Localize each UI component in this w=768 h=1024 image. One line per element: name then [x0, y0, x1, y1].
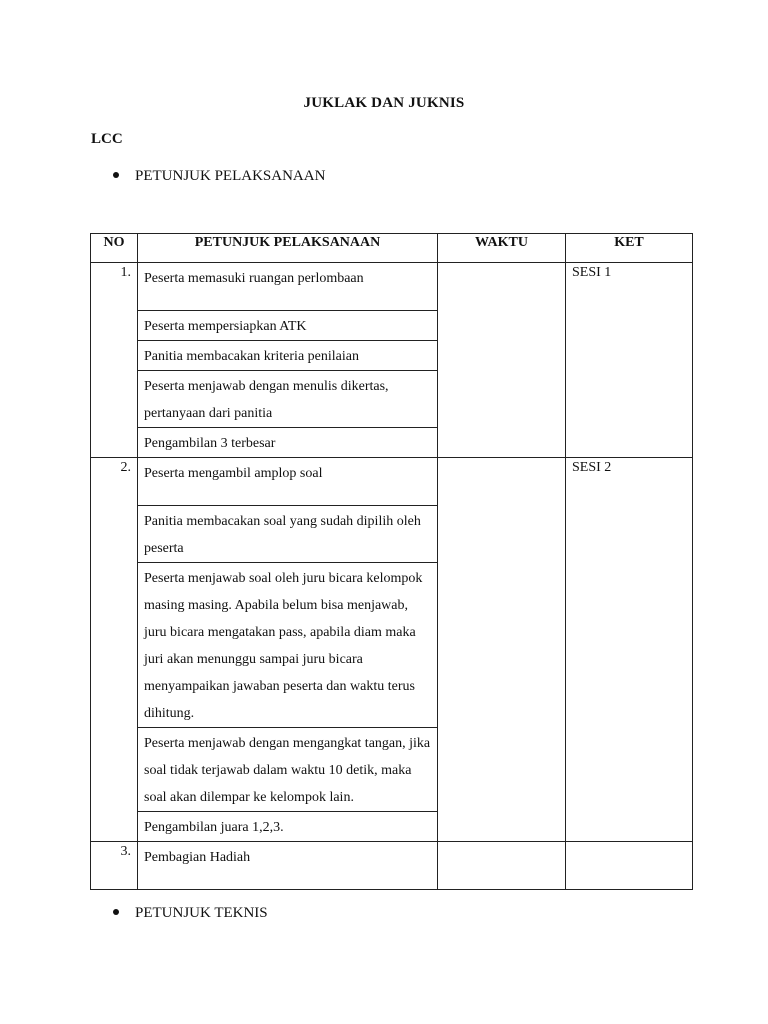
header-waktu: WAKTU: [438, 234, 566, 263]
bullet-label: PETUNJUK TEKNIS: [135, 905, 268, 921]
table-cell-item: Pembagian Hadiah: [138, 842, 438, 890]
table-cell-item: Panitia membacakan soal yang sudah dipilih oleh peserta: [138, 506, 438, 563]
table-cell-item: Peserta menjawab soal oleh juru bicara kelompok masing masing. Apabila belum bisa menjawab, juru bicara mengatakan pass, apabila diam maka juri akan menunggu sampai juru bicara menyampaikan jawaban peserta dan waktu terus dihitung.: [138, 563, 438, 728]
table-cell-item: Peserta memasuki ruangan perlombaan: [138, 263, 438, 311]
bullet-dot-icon: [113, 172, 119, 178]
table-row: [91, 458, 693, 506]
bullet-petunjuk-teknis: [113, 905, 268, 922]
document-title: JUKLAK DAN JUKNIS: [303, 95, 465, 111]
bullet-label: PETUNJUK PELAKSANAAN: [135, 168, 326, 184]
document-subtitle: LCC: [91, 131, 123, 147]
table-cell-item: Peserta mengambil amplop soal: [138, 458, 438, 506]
bullet-petunjuk-pelaksanaan: [113, 168, 325, 185]
table-cell-ket: SESI 2: [566, 458, 693, 842]
row-number: 3.: [91, 842, 138, 890]
header-no: NO: [91, 234, 138, 263]
table-cell-ket: SESI 1: [566, 263, 693, 458]
table-cell-item: Peserta menjawab dengan menulis dikertas, pertanyaan dari panitia: [138, 371, 438, 428]
table-cell-waktu: [438, 842, 566, 890]
row-number: 1.: [91, 263, 138, 458]
header-ket: KET: [566, 234, 693, 263]
header-petunjuk: PETUNJUK PELAKSANAAN: [138, 234, 438, 263]
table-cell-waktu: [438, 458, 566, 842]
table-row: [91, 842, 693, 890]
table-cell-item: Pengambilan 3 terbesar: [138, 428, 438, 458]
table-cell-item: Panitia membacakan kriteria penilaian: [138, 341, 438, 371]
table-cell-item: Pengambilan juara 1,2,3.: [138, 812, 438, 842]
schedule-table: [90, 233, 693, 890]
table-cell-ket: [566, 842, 693, 890]
bullet-dot-icon: [113, 909, 119, 915]
table-row: [91, 263, 693, 311]
table-cell-item: Peserta menjawab dengan mengangkat tangan, jika soal tidak terjawab dalam waktu 10 detik, maka soal akan dilempar ke kelompok lain.: [138, 728, 438, 812]
table-header-row: [91, 234, 693, 263]
row-number: 2.: [91, 458, 138, 842]
table-cell-waktu: [438, 263, 566, 458]
table-cell-item: Peserta mempersiapkan ATK: [138, 311, 438, 341]
